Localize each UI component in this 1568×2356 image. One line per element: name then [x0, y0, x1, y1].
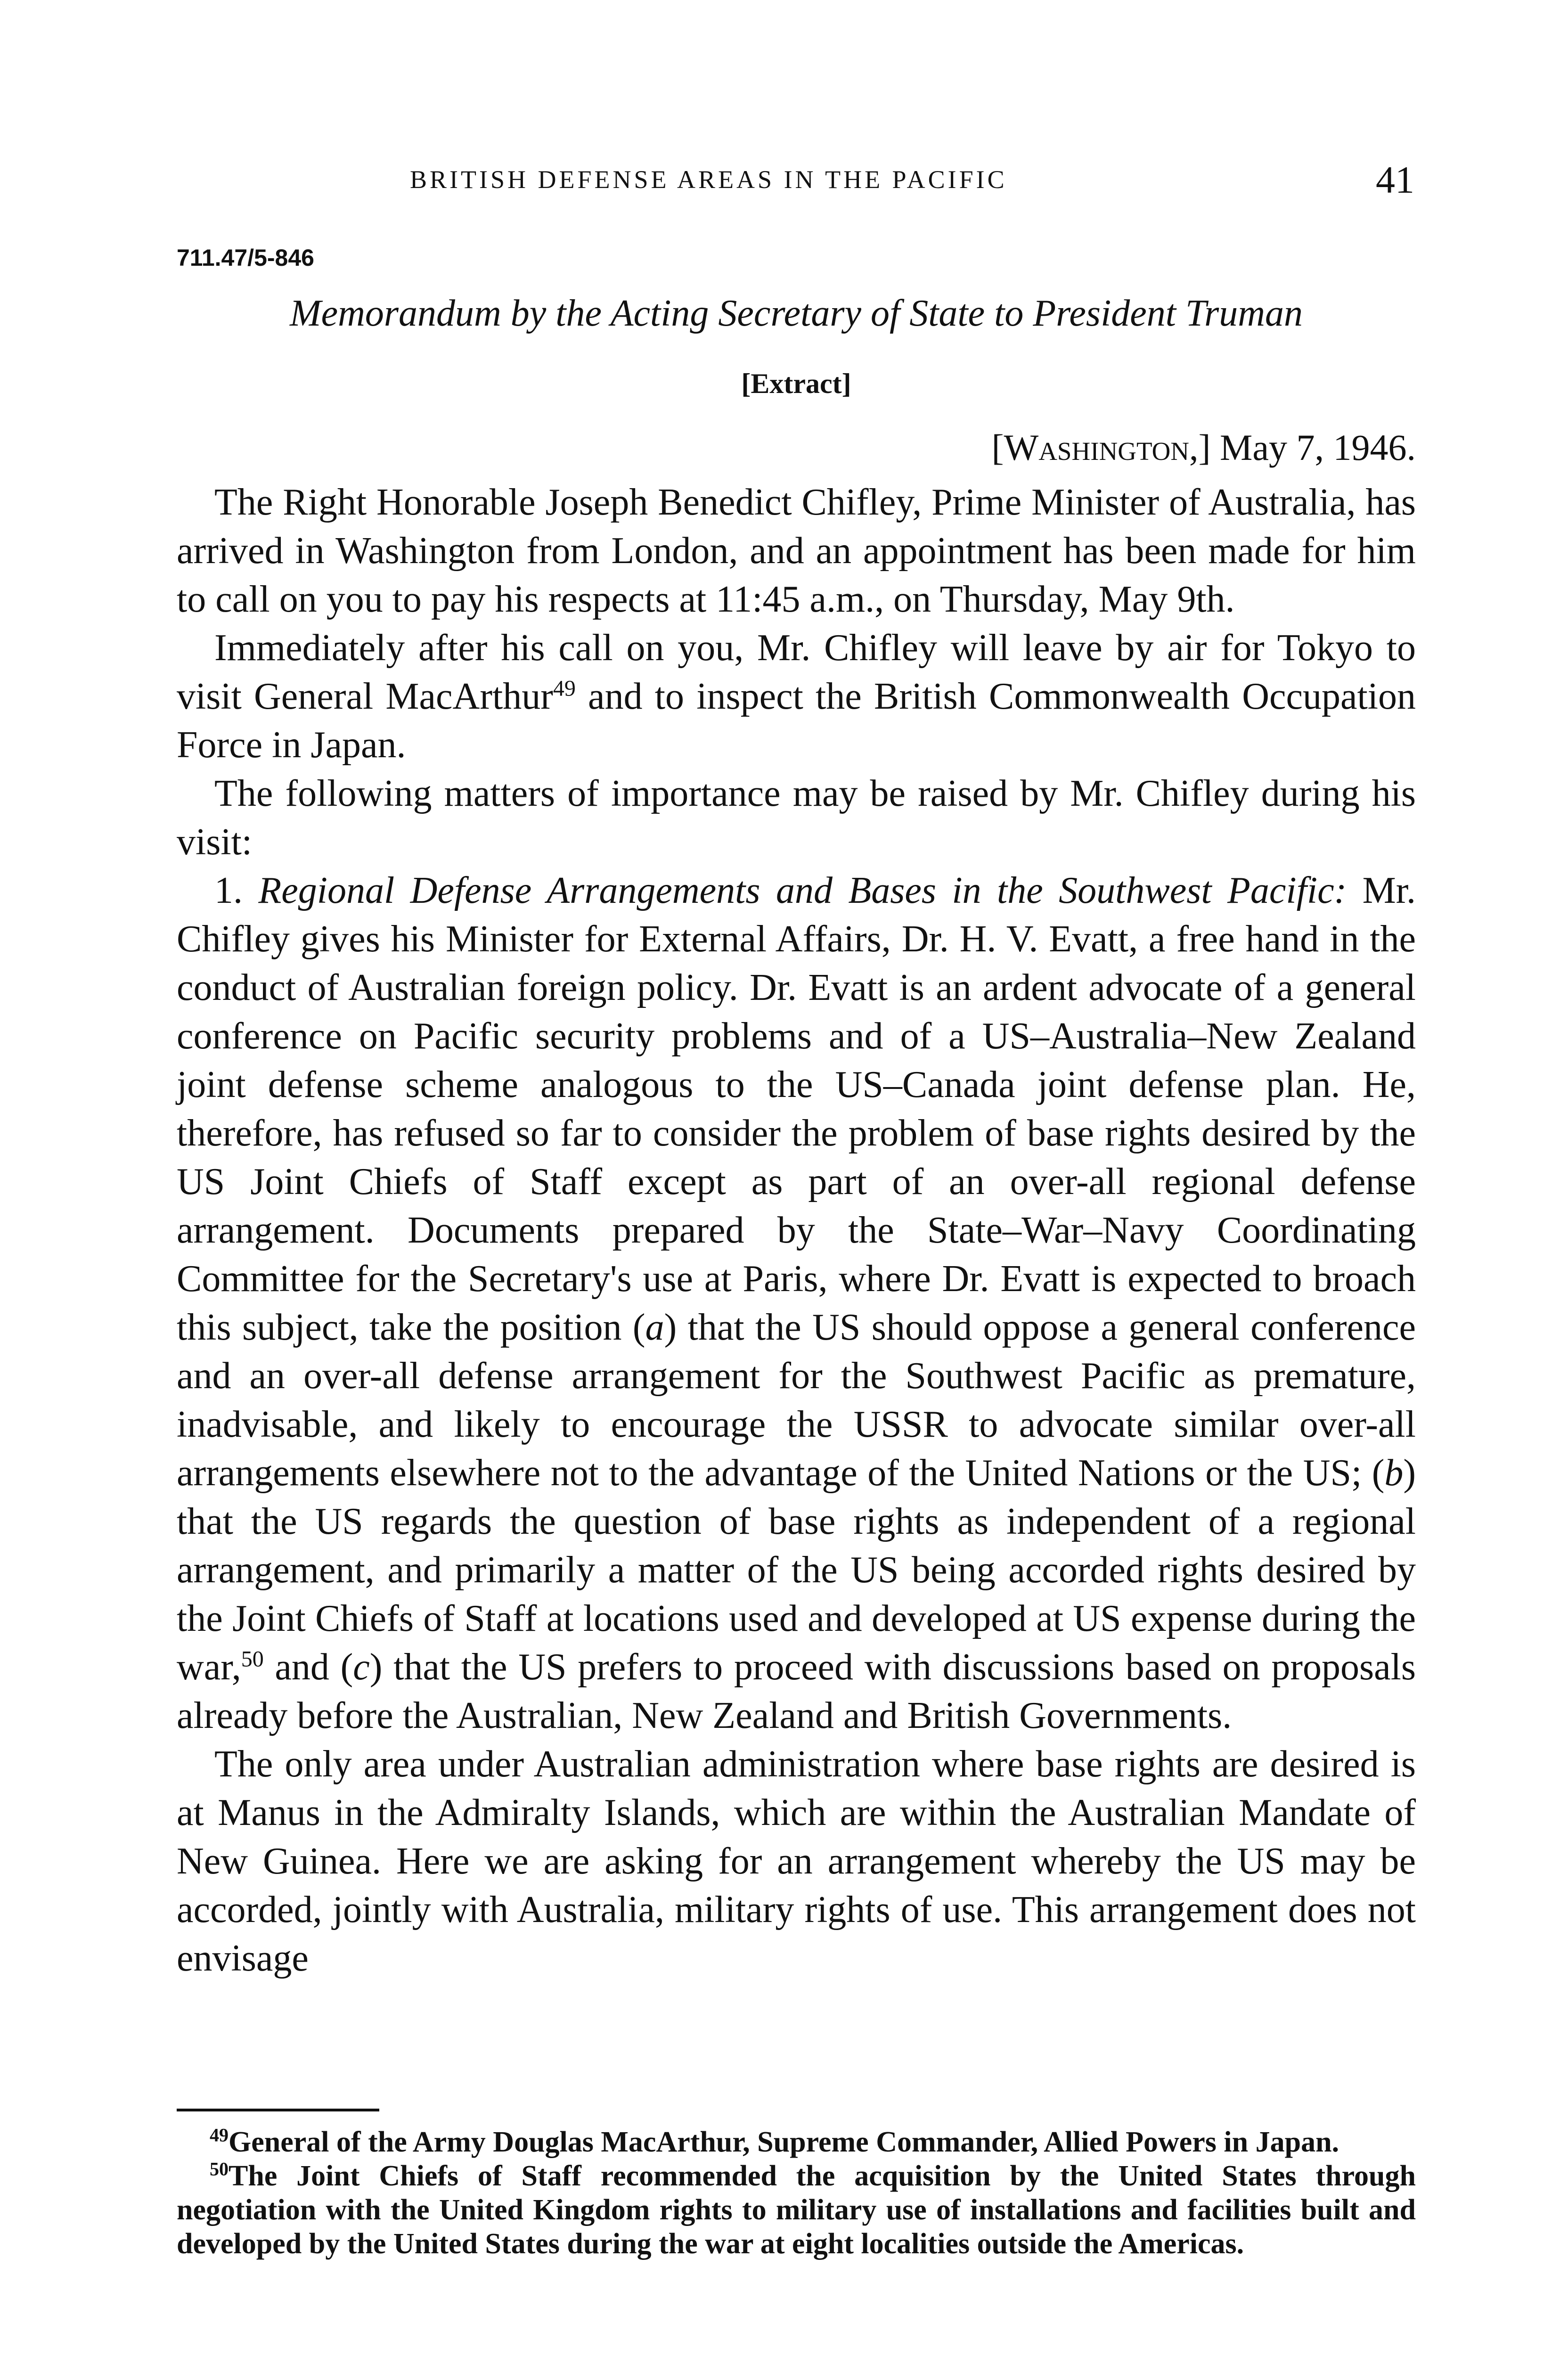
- paragraph-4-text-d: and (: [263, 1646, 353, 1688]
- footnote-49-text: General of the Army Douglas MacArthur, Supreme Commander, Allied Powers in Japan.: [229, 2126, 1339, 2158]
- paragraph-4-text-b: ) that the US should oppose a general conference and an over-all defense arrangement for the Southwest Pacific as premature, inadvisable, and likely to encourage the USSR to advocate similar over-all arrangements elsewhere not to the advantage of the United Nations or the US; (: [177, 1307, 1416, 1494]
- memo-body: [177, 478, 1416, 1983]
- paragraph-4-number: 1.: [214, 870, 259, 911]
- paragraph-4: [177, 867, 1416, 1740]
- paragraph-3: The following matters of importance may be raised by Mr. Chifley during his visit:: [177, 773, 1416, 863]
- paragraph-2-text-a: Immediately after his call on you, Mr. Chifley will leave by air for Tokyo to visit General MacArthur: [177, 627, 1416, 717]
- paragraph-4-item-c: c: [353, 1646, 370, 1688]
- footnote-50-mark: 50: [210, 2158, 229, 2180]
- file-number: 711.47/5-846: [177, 245, 314, 271]
- footnote-divider: [177, 2109, 379, 2111]
- page-number: 41: [1376, 158, 1414, 201]
- footnote-ref-50[interactable]: 50: [241, 1646, 264, 1672]
- footnote-50-text: The Joint Chiefs of Staff recommended the acquisition by the United States through negotiation with the United Kingdom rights to military use of installations and facilities built and developed by the United States during the war at eight localities outside the Americas.: [177, 2160, 1416, 2260]
- footnote-ref-49[interactable]: 49: [553, 676, 576, 701]
- dateline-place: [Washington,]: [991, 427, 1211, 468]
- paragraph-4-text-e: ) that the US prefers to proceed with discussions based on proposals already before the Australian, New Zealand and British Governments.: [177, 1646, 1416, 1736]
- extract-note: [Extract]: [741, 368, 851, 399]
- paragraph-2: [177, 624, 1416, 769]
- footnote-49: [177, 2125, 1416, 2159]
- footnote-50: [177, 2159, 1416, 2261]
- footnotes: [177, 2125, 1416, 2261]
- paragraph-5: The only area under Australian administration where base rights are desired is at Manus in the Admiralty Islands, which are within the Australian Mandate of New Guinea. Here we are asking for an arrangement whereby the US may be accorded, jointly with Australia, military rights of use. This arrangement does not envisage: [177, 1743, 1416, 1979]
- paragraph-4-heading: Regional Defense Arrangements and Bases in the Southwest Pacific:: [258, 870, 1347, 911]
- dateline: [177, 426, 1416, 469]
- paragraph-1: The Right Honorable Joseph Benedict Chifley, Prime Minister of Australia, has arrived in Washington from London, and an appointment has been made for him to call on you to pay his respects at 11:45 a.m., on Thursday, May 9th.: [177, 482, 1416, 620]
- dateline-date: May 7, 1946.: [1220, 427, 1416, 468]
- paragraph-4-item-b: b: [1384, 1452, 1404, 1494]
- paragraph-2-text-b: and to inspect the British Commonwealth Occupation Force in Japan.: [177, 676, 1416, 766]
- paragraph-4-text-a: Mr. Chifley gives his Minister for External Affairs, Dr. H. V. Evatt, a free hand in the conduct of Australian foreign policy. Dr. Evatt is an ardent advocate of a general conference on Pacific security problems and of a US–Australia–New Zealand joint defense scheme analogous to the US–Canada joint defense plan. He, therefore, has refused so far to consider the problem of base rights desired by the US Joint Chiefs of Staff except as part of an over-all regional defense arrangement. Documents prepared by the State–War–Navy Coordinating Committee for the Secretary's use at Paris, where Dr. Evatt is expected to broach this subject, take the position (: [177, 870, 1416, 1348]
- document-title: Memorandum by the Acting Secretary of State to President Truman: [289, 293, 1303, 334]
- paragraph-4-item-a: a: [645, 1307, 664, 1348]
- footnote-49-mark: 49: [210, 2124, 229, 2146]
- paragraph-4-text-c: ) that the US regards the question of base rights as independent of a regional arrangement, and primarily a matter of the US being accorded rights desired by the Joint Chiefs of Staff at locations used and developed at US expense during the war,: [177, 1452, 1416, 1688]
- running-header: BRITISH DEFENSE AREAS IN THE PACIFIC: [410, 165, 1007, 194]
